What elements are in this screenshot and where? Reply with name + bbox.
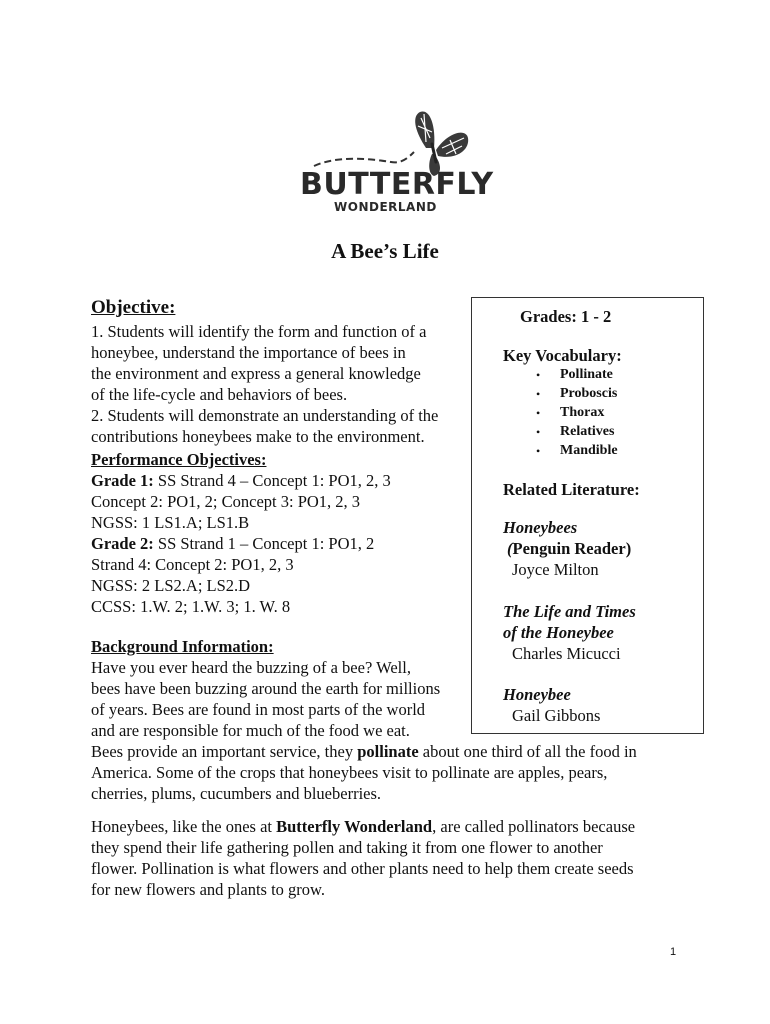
bullet-icon: • (536, 444, 541, 458)
background-line: for new flowers and plants to grow. (91, 880, 325, 899)
objective-line: the environment and express a general knowledge (91, 364, 421, 383)
background-line: bees have been buzzing around the earth for millions (91, 679, 441, 698)
vocab-item: Pollinate (560, 367, 613, 382)
vocab-item: Proboscis (560, 386, 618, 401)
grade1-ngss: NGSS: 1 LS1.A; LS1.B (91, 513, 250, 532)
grade2-label: Grade 2: (91, 534, 154, 553)
background-line (91, 741, 637, 762)
book-series-paren: ( (507, 539, 513, 558)
book-author: Charles Micucci (512, 644, 621, 663)
objective-line: 1. Students will identify the form and function of a (91, 322, 427, 341)
performance-heading: Performance Objectives: (91, 450, 267, 469)
grade2-line2: Strand 4: Concept 2: PO1, 2, 3 (91, 555, 294, 574)
grade2-line (91, 533, 374, 554)
book-title: of the Honeybee (503, 623, 614, 642)
background-text: Bees provide an important service, they (91, 742, 358, 761)
background-text: about one third of all the food in (418, 742, 637, 761)
logo-subtitle: WONDERLAND (334, 200, 437, 214)
grade1-line2: Concept 2: PO1, 2; Concept 3: PO1, 2, 3 (91, 492, 361, 511)
objective-line: 2. Students will demonstrate an understanding of the (91, 406, 439, 425)
bullet-icon: • (536, 425, 541, 439)
grade1-text: SS Strand 4 – Concept 1: PO1, 2, 3 (153, 471, 391, 490)
butterfly-wonderland-logo (296, 108, 494, 218)
objective-line: honeybee, understand the importance of bees in (91, 343, 406, 362)
background-text: , are called pollinators because (432, 817, 636, 836)
objective-line: contributions honeybees make to the environment. (91, 427, 425, 446)
book-title: Honeybees (503, 518, 578, 537)
logo-wordmark: BUTTERFLY (300, 167, 494, 202)
background-line: they spend their life gathering pollen and taking it from one flower to another (91, 838, 603, 857)
vocab-heading: Key Vocabulary: (503, 346, 622, 365)
background-line: flower. Pollination is what flowers and other plants need to help them create seeds (91, 859, 634, 878)
bullet-icon: • (536, 387, 541, 401)
book-series-text: Penguin Reader) (512, 539, 632, 558)
grade2-text: SS Strand 1 – Concept 1: PO1, 2 (153, 534, 375, 553)
book-title: The Life and Times (503, 602, 636, 621)
vocab-item: Relatives (560, 424, 615, 439)
grades-label: Grades: 1 - 2 (520, 307, 612, 326)
background-bold-text: pollinate (357, 742, 419, 761)
background-line (91, 816, 635, 837)
background-line: America. Some of the crops that honeybees visit to pollinate are apples, pears, (91, 763, 608, 782)
vocab-item: Mandible (560, 443, 618, 458)
book-title: Honeybee (503, 685, 571, 704)
vocab-item: Thorax (560, 405, 605, 420)
background-line: Have you ever heard the buzzing of a bee? Well, (91, 658, 411, 677)
grade1-label: Grade 1: (91, 471, 154, 490)
background-line: cherries, plums, cucumbers and blueberries. (91, 784, 382, 803)
objective-line: of the life-cycle and behaviors of bees. (91, 385, 348, 404)
grade1-line (91, 470, 391, 491)
background-text: Honeybees, like the ones at (91, 817, 277, 836)
book-series (507, 538, 631, 559)
bullet-icon: • (536, 368, 541, 382)
grade2-ngss: NGSS: 2 LS2.A; LS2.D (91, 576, 251, 595)
background-line: and are responsible for much of the food we eat. (91, 721, 410, 740)
book-author: Joyce Milton (512, 560, 599, 579)
background-bold-text: Butterfly Wonderland (276, 817, 433, 836)
literature-heading: Related Literature: (503, 480, 640, 499)
objective-heading: Objective: (91, 297, 176, 318)
page-title: A Bee’s Life (331, 239, 439, 263)
background-line: of years. Bees are found in most parts of the world (91, 700, 426, 719)
background-heading: Background Information: (91, 637, 274, 656)
bullet-icon: • (536, 406, 541, 420)
page-number: 1 (670, 946, 677, 958)
ccss-line: CCSS: 1.W. 2; 1.W. 3; 1. W. 8 (91, 597, 291, 616)
book-author: Gail Gibbons (512, 706, 601, 725)
